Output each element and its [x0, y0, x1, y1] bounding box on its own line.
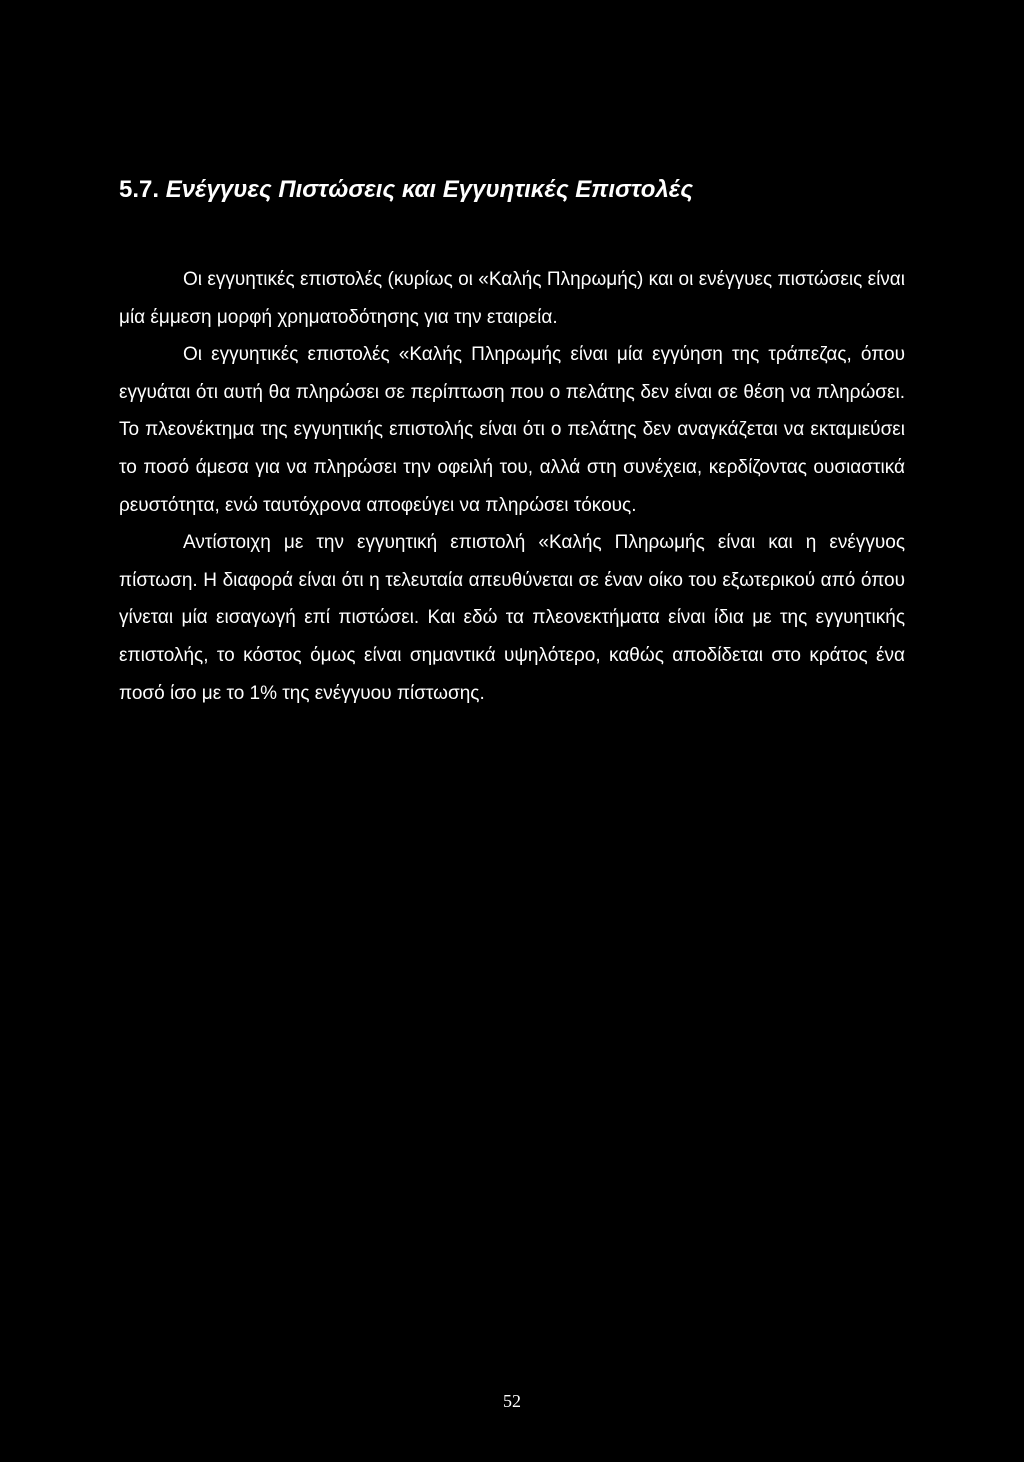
section-heading	[119, 174, 909, 206]
paragraph-2: Οι εγγυητικές επιστολές «Καλής Πληρωμής είναι μία εγγύηση της τράπεζας, όπου εγγυάται ότι αυτή θα πληρώσει σε περίπτωση που ο πελάτης δεν είναι σε θέση να πληρώσει. Το πλεονέκτημα της εγγυητικής επιστολής είναι ότι ο πελάτης δεν αναγκάζεται να εκταμιεύσει το ποσό άμεσα για να πληρώσει την οφειλή του, αλλά στη συνέχεια, κερδίζοντας ουσιαστικά ρευστότητα, ενώ ταυτόχρονα αποφεύγει να πληρώσει τόκους.	[119, 344, 905, 516]
section-title: Ενέγγυες Πιστώσεις και Εγγυητικές Επιστολές	[165, 176, 694, 203]
page-number: 52	[503, 1391, 521, 1411]
section-number: 5.7.	[119, 176, 160, 203]
paragraph-1: Οι εγγυητικές επιστολές (κυρίως οι «Καλής Πληρωμής) και οι ενέγγυες πιστώσεις είναι μία έμμεση μορφή χρηματοδότησης για την εταιρεία.	[119, 269, 905, 328]
paragraph-3: Αντίστοιχη με την εγγυητική επιστολή «Καλής Πληρωμής είναι και η ενέγγυος πίστωση. Η διαφορά είναι ότι η τελευταία απευθύνεται σε έναν οίκο του εξωτερικού από όπου γίνεται μία εισαγωγή επί πιστώσει. Και εδώ τα πλεονεκτήματα είναι ίδια με της εγγυητικής επιστολής, το κόστος όμως είναι σημαντικά υψηλότερο, καθώς αποδίδεται στο κράτος ένα ποσό ίσο με το 1% της ενέγγυου πίστωσης.	[119, 532, 905, 704]
section-body	[119, 261, 905, 712]
